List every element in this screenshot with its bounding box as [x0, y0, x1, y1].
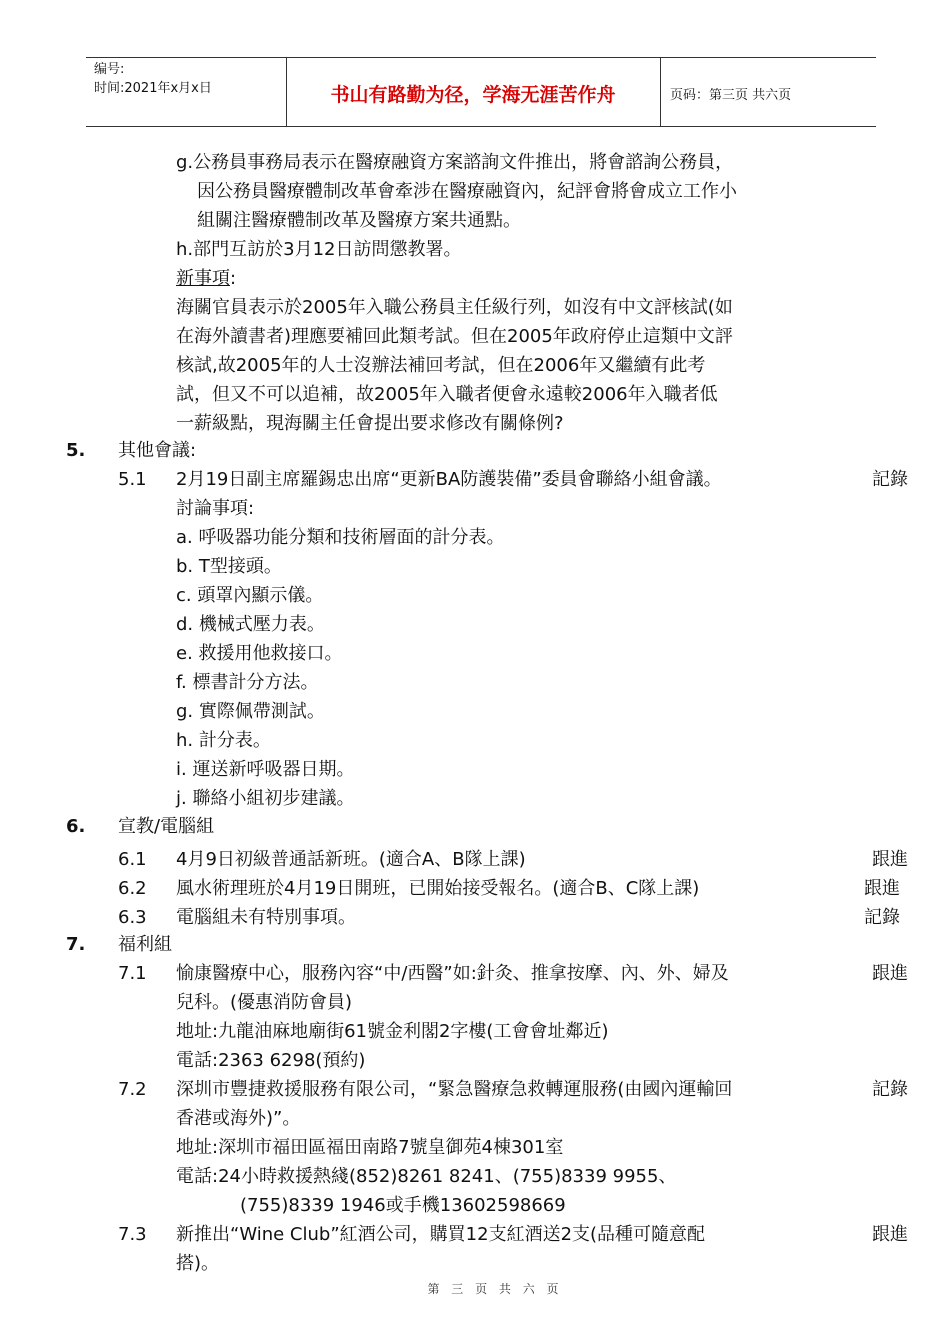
item-number: 6.1 [118, 849, 147, 870]
section-title: 宣教/電腦組 [118, 816, 215, 837]
section-title: 福利組 [118, 934, 172, 955]
page-footer: 第 三 页 共 六 页 [427, 1282, 563, 1296]
item-text: 2月19日副主席羅錫忠出席“更新BA防護裝備”委員會聯絡小組會議。 [176, 469, 722, 490]
discussion-item: e. 救援用他救接口。 [176, 643, 343, 664]
discussion-item: a. 呼吸器功能分類和技術層面的計分表。 [176, 527, 505, 548]
item-number: 5.1 [118, 469, 147, 490]
item-status: 記錄 [872, 469, 908, 490]
item-text: 新推出“Wine Club”紅酒公司，購買12支紅酒送2支(品種可隨意配 [176, 1224, 706, 1245]
section-title: 其他會議: [118, 440, 197, 461]
item-status: 記錄 [864, 907, 900, 928]
header-number-label: 编号: [94, 62, 125, 77]
item-status: 跟進 [864, 878, 900, 899]
item-text: 兒科。(優惠消防會員) [176, 992, 353, 1013]
item-number: 7.2 [118, 1079, 147, 1100]
discussion-item: j. 聯絡小組初步建議。 [176, 788, 355, 809]
discussion-item: f. 標書計分方法。 [176, 672, 319, 693]
item-number: 7.3 [118, 1224, 147, 1245]
discussion-item: i. 運送新呼吸器日期。 [176, 759, 355, 780]
header-motto: 书山有路勤为径，学海无涯苦作舟 [330, 84, 616, 106]
intro-line: g.公務員事務局表示在醫療融資方案諮詢文件推出，將會諮詢公務員， [176, 152, 734, 173]
item-number: 6.2 [118, 878, 147, 899]
new-items-line: 海關官員表示於2005年入職公務員主任級行列，如沒有中文評核試(如 [176, 297, 733, 318]
intro-line: 因公務員醫療體制改革會牽涉在醫療融資內，紀評會將會成立工作小 [197, 181, 737, 202]
item-text: 愉康醫療中心，服務內容“中/西醫”如:針灸、推拿按摩、內、外、婦及 [176, 963, 729, 984]
header-divider [660, 58, 661, 126]
item-status: 記錄 [872, 1079, 908, 1100]
header-time-label: 时间:2021年x月x日 [94, 81, 212, 96]
item-text: 風水術理班於4月19日開班，已開始接受報名。(適合B、C隊上課) [176, 878, 700, 899]
header-page-label: 页码：第三页 共六页 [670, 88, 792, 103]
discussion-item: d. 機械式壓力表。 [176, 614, 325, 635]
discussion-item: c. 頭罩內顯示儀。 [176, 585, 324, 606]
section-number: 6. [66, 816, 86, 837]
item-status: 跟進 [872, 849, 908, 870]
new-items-heading: 新事項: [176, 268, 237, 289]
header-meta [94, 60, 212, 98]
intro-line: 組關注醫療體制改革及醫療方案共通點。 [197, 210, 521, 231]
intro-line: h.部門互訪於3月12日訪問懲教署。 [176, 239, 462, 260]
item-number: 7.1 [118, 963, 147, 984]
document-header [86, 57, 876, 127]
item-text: 搭)。 [176, 1253, 220, 1274]
item-text: 4月9日初級普通話新班。(適合A、B隊上課) [176, 849, 526, 870]
item-address: 地址:深圳市福田區福田南路7號皇御苑4棟301室 [176, 1137, 564, 1158]
item-address: 地址:九龍油麻地廟街61號金利閣2字樓(工會會址鄰近) [176, 1021, 609, 1042]
discussion-item: g. 實際佩帶測試。 [176, 701, 325, 722]
item-text: 深圳市豐捷救援服務有限公司，“緊急醫療急救轉運服務(由國內運輸回 [176, 1079, 733, 1100]
discussion-heading: 討論事項: [176, 498, 255, 519]
item-status: 跟進 [872, 963, 908, 984]
new-items-line: 一薪級點，現海關主任會提出要求修改有關條例? [176, 413, 564, 434]
item-status: 跟進 [872, 1224, 908, 1245]
section-number: 7. [66, 934, 86, 955]
item-text: 香港或海外)”。 [176, 1108, 301, 1129]
new-items-line: 試，但又不可以追補，故2005年入職者便會永遠較2006年入職者低 [176, 384, 718, 405]
discussion-item: h. 計分表。 [176, 730, 271, 751]
item-phone: 電話:24小時救援熱綫(852)8261 8241、(755)8339 9955、 [176, 1166, 677, 1187]
item-phone: (755)8339 1946或手機13602598669 [240, 1195, 566, 1216]
new-items-line: 核試,故2005年的人士沒辦法補回考試，但在2006年又繼續有此考 [176, 355, 706, 376]
new-items-line: 在海外讀書者)理應要補回此類考試。但在2005年政府停止這類中文評 [176, 326, 733, 347]
item-text: 電腦組未有特別事項。 [176, 907, 356, 928]
item-phone: 電話:2363 6298(預約) [176, 1050, 366, 1071]
item-number: 6.3 [118, 907, 147, 928]
discussion-item: b. T型接頭。 [176, 556, 282, 577]
section-number: 5. [66, 440, 86, 461]
